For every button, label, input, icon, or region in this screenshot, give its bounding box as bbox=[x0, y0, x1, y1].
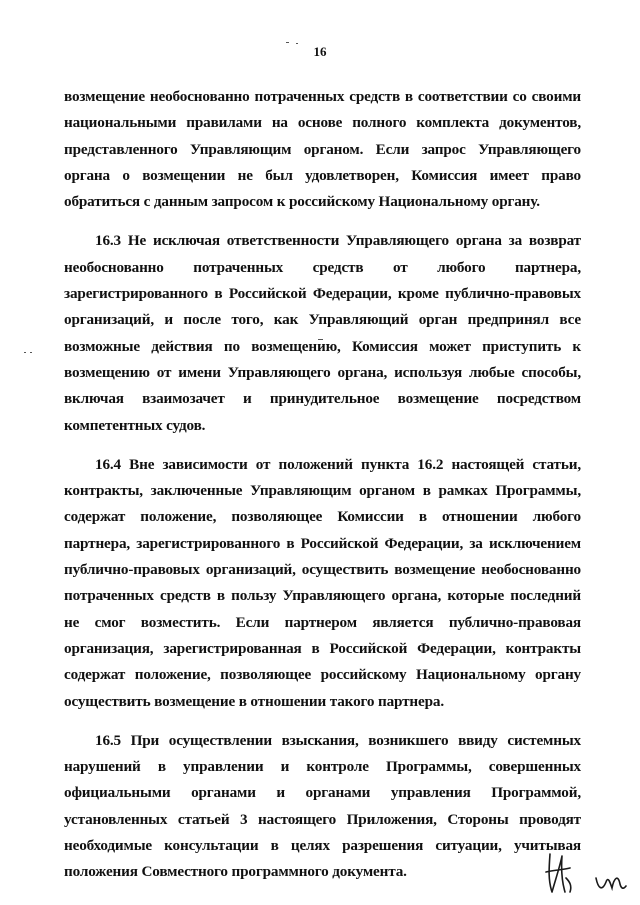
document-body bbox=[64, 84, 581, 899]
handwritten-initials-icon bbox=[540, 848, 630, 898]
paragraph-16-4: 16.4 Вне зависимости от положений пункта 16.2 настоящей статьи, контракты, заключенные Управляющим органом в рамках Программы, содержат положение, позволяющее Комиссии в отношении любого партнера, зарегистрированного в Российской Федерации, за исключением публично-правовых организаций, осуществить возмещение необоснованно потраченных средств в пользу Управляющего органа, которые последний не смог возместить. Если партнером является публично-правовая организация, зарегистрированная в Российской Федерации, контракты содержат положение, позволяющее российскому Национальному органу осуществить возмещение в отношении такого партнера. bbox=[64, 455, 581, 710]
page-number: 16 bbox=[313, 44, 327, 59]
paragraph-16-5: 16.5 При осуществлении взыскания, возникшего ввиду системных нарушений в управлении и контроле Программы, совершенных официальными органами и органами управления Программой, установленных статьей 3 настоящего Приложения, Стороны проводят необходимые консультации в целях разрешения ситуации, учитывая положения Совместного программного документа. bbox=[64, 731, 581, 881]
paragraph-16-3: 16.3 Не исключая ответственности Управляющего органа за возврат необоснованно потраченных средств от любого партнера, зарегистрированного в Российской Федерации, кроме публично-правовых организаций, и после того, как Управляющий орган предпринял все возможные действия по возмещению, Комиссия может приступить к возмещению от имени Управляющего органа, используя любые способы, включая взаимозачет и принудительное возмещение посредством компетентных судов. bbox=[64, 232, 581, 434]
paragraph-continuation: возмещение необоснованно потраченных средств в соответствии со своими национальными правилами на основе полного комплекта документов, представленного Управляющим органом. Если запрос Управляющего органа о возмещении не был удовлетворен, Комиссия имеет право обратиться с данным запросом к российскому Национальному органу. bbox=[64, 88, 581, 211]
